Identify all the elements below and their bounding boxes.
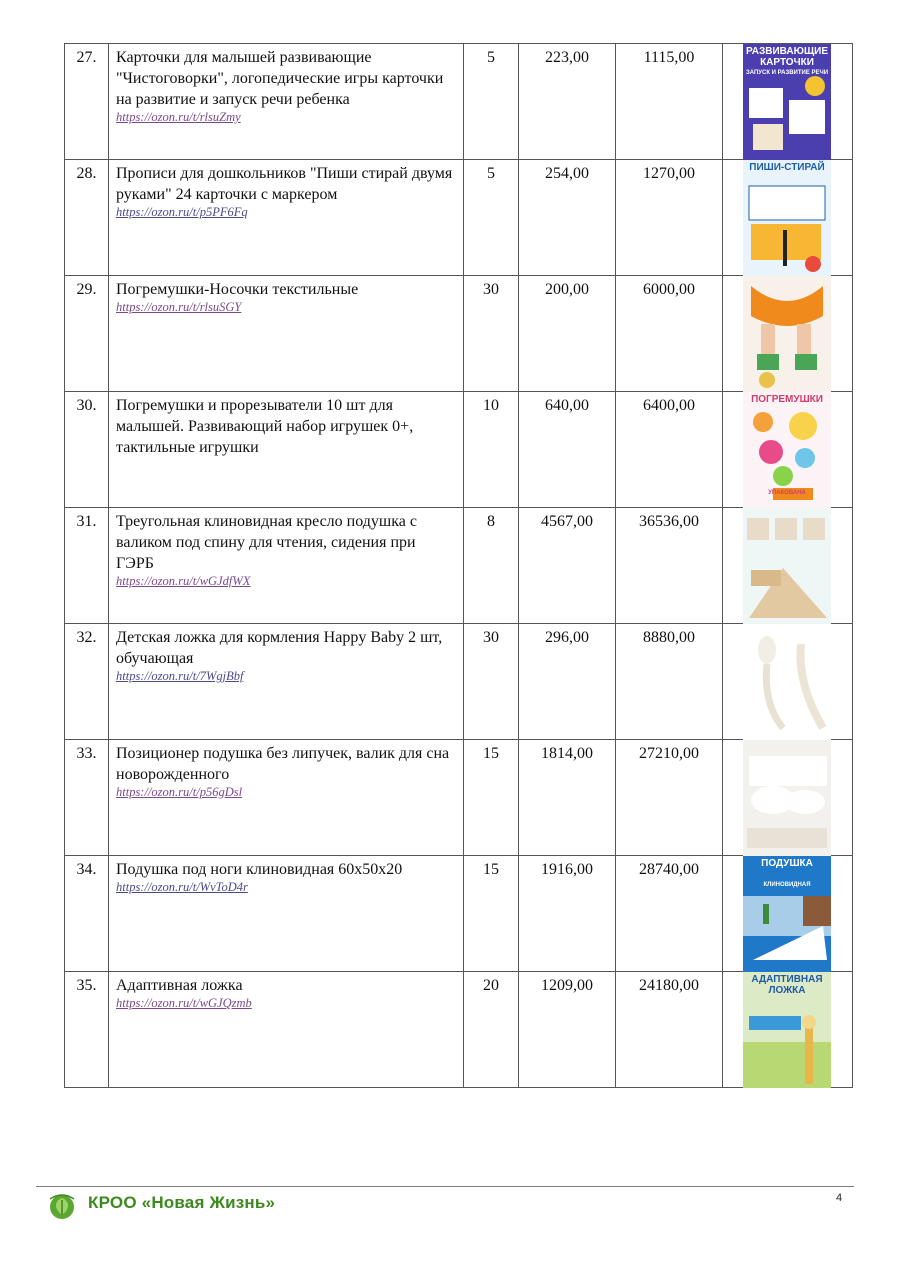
- item-name: Детская ложка для кормления Happy Baby 2 шт, обучающая: [116, 629, 443, 667]
- item-quantity: 15: [464, 740, 519, 856]
- product-illustration: [743, 856, 831, 972]
- item-quantity: 15: [464, 856, 519, 972]
- item-price: 4567,00: [519, 508, 616, 624]
- item-quantity: 5: [464, 160, 519, 276]
- product-link[interactable]: https://ozon.ru/t/rlsuSGY: [116, 300, 242, 314]
- table-row: [65, 624, 853, 740]
- organization-logo-icon: [44, 1191, 80, 1221]
- item-price: 254,00: [519, 160, 616, 276]
- table-row: [65, 856, 853, 972]
- product-image-caption: ПОДУШКА: [761, 858, 813, 869]
- item-image-cell: [723, 740, 853, 856]
- table-row: [65, 972, 853, 1088]
- item-description: [109, 44, 464, 160]
- table-row: [65, 276, 853, 392]
- row-number: 33.: [65, 740, 109, 856]
- product-image: [743, 44, 831, 160]
- product-link[interactable]: https://ozon.ru/t/wGJQzmb: [116, 996, 252, 1010]
- footer-divider: [36, 1186, 854, 1187]
- item-image-cell: [723, 624, 853, 740]
- product-illustration: [743, 276, 831, 392]
- product-image-subcaption: ЗАПУСК И РАЗВИТИЕ РЕЧИ: [745, 70, 829, 76]
- item-description: [109, 856, 464, 972]
- item-total: 6400,00: [616, 392, 723, 508]
- product-image: [743, 392, 831, 508]
- item-name: Подушка под ноги клиновидная 60x50x20: [116, 861, 403, 878]
- item-price: 200,00: [519, 276, 616, 392]
- item-name: Позиционер подушка без липучек, валик для сна новорожденного: [116, 745, 450, 783]
- product-illustration: [743, 160, 831, 276]
- item-image-cell: [723, 392, 853, 508]
- product-image: [743, 276, 831, 392]
- product-image: [743, 160, 831, 276]
- item-price: 223,00: [519, 44, 616, 160]
- page-number: 4: [836, 1192, 843, 1204]
- product-image: [743, 972, 831, 1088]
- item-total: 1115,00: [616, 44, 723, 160]
- item-total: 6000,00: [616, 276, 723, 392]
- item-description: [109, 972, 464, 1088]
- product-link[interactable]: https://ozon.ru/t/7WgjBbf: [116, 669, 244, 683]
- item-quantity: 8: [464, 508, 519, 624]
- product-link[interactable]: https://ozon.ru/t/rlsuZmy: [116, 110, 241, 124]
- item-image-cell: [723, 276, 853, 392]
- item-total: 8880,00: [616, 624, 723, 740]
- product-illustration: [743, 624, 831, 740]
- row-number: 27.: [65, 44, 109, 160]
- item-name: Погремушки-Носочки текстильные: [116, 281, 359, 298]
- item-name: Карточки для малышей развивающие "Чистоговорки", логопедические игры карточки на развитие и запуск речи ребенка: [116, 49, 444, 108]
- item-image-cell: [723, 508, 853, 624]
- item-price: 296,00: [519, 624, 616, 740]
- item-image-cell: [723, 160, 853, 276]
- row-number: 30.: [65, 392, 109, 508]
- product-image: [743, 856, 831, 972]
- row-number: 28.: [65, 160, 109, 276]
- product-image-caption: ПИШИ-СТИРАЙ: [749, 162, 825, 173]
- table-row: [65, 392, 853, 508]
- table-row: [65, 740, 853, 856]
- product-illustration: [743, 508, 831, 624]
- row-number: 31.: [65, 508, 109, 624]
- items-table: [64, 43, 853, 1088]
- item-price: 640,00: [519, 392, 616, 508]
- item-description: [109, 392, 464, 508]
- item-quantity: 10: [464, 392, 519, 508]
- product-image-subcaption: КЛИНОВИДНАЯ: [763, 882, 811, 888]
- product-link[interactable]: https://ozon.ru/t/p5PF6Fq: [116, 205, 248, 219]
- product-image-caption: ПОГРЕМУШКИ: [751, 394, 823, 405]
- product-link[interactable]: https://ozon.ru/t/p56gDsl: [116, 785, 243, 799]
- item-total: 36536,00: [616, 508, 723, 624]
- item-price: 1814,00: [519, 740, 616, 856]
- item-quantity: 30: [464, 624, 519, 740]
- item-name: Прописи для дошкольников "Пиши стирай двумя руками" 24 карточки с маркером: [116, 165, 453, 203]
- product-link[interactable]: https://ozon.ru/t/WvToD4r: [116, 880, 248, 894]
- item-image-cell: [723, 972, 853, 1088]
- product-image: [743, 624, 831, 740]
- item-description: [109, 740, 464, 856]
- table-row: [65, 508, 853, 624]
- row-number: 29.: [65, 276, 109, 392]
- item-image-cell: [723, 856, 853, 972]
- item-description: [109, 508, 464, 624]
- product-image-subcaption: УПАКОВАНА: [768, 490, 806, 496]
- item-name: Треугольная клиновидная кресло подушка с валиком под спину для чтения, сидения при ГЭРБ: [116, 513, 417, 572]
- item-total: 28740,00: [616, 856, 723, 972]
- item-total: 24180,00: [616, 972, 723, 1088]
- product-image: [743, 740, 831, 856]
- item-total: 27210,00: [616, 740, 723, 856]
- product-image: [743, 508, 831, 624]
- item-quantity: 30: [464, 276, 519, 392]
- item-name: Адаптивная ложка: [116, 977, 243, 994]
- item-price: 1209,00: [519, 972, 616, 1088]
- item-quantity: 5: [464, 44, 519, 160]
- item-description: [109, 624, 464, 740]
- row-number: 32.: [65, 624, 109, 740]
- item-image-cell: [723, 44, 853, 160]
- table-row: [65, 160, 853, 276]
- product-illustration: [743, 740, 831, 856]
- footer-organization-name: КРОО «Новая Жизнь»: [88, 1193, 276, 1212]
- row-number: 34.: [65, 856, 109, 972]
- item-name: Погремушки и прорезыватели 10 шт для малышей. Развивающий набор игрушек 0+, тактильные игрушки: [116, 397, 414, 456]
- row-number: 35.: [65, 972, 109, 1088]
- product-image-caption: АДАПТИВНАЯ ЛОЖКА: [751, 974, 823, 996]
- table-row: [65, 44, 853, 160]
- item-description: [109, 276, 464, 392]
- item-quantity: 20: [464, 972, 519, 1088]
- item-price: 1916,00: [519, 856, 616, 972]
- item-total: 1270,00: [616, 160, 723, 276]
- product-image-caption: РАЗВИВАЮЩИЕ КАРТОЧКИ: [746, 46, 828, 68]
- item-description: [109, 160, 464, 276]
- product-link[interactable]: https://ozon.ru/t/wGJdfWX: [116, 574, 251, 588]
